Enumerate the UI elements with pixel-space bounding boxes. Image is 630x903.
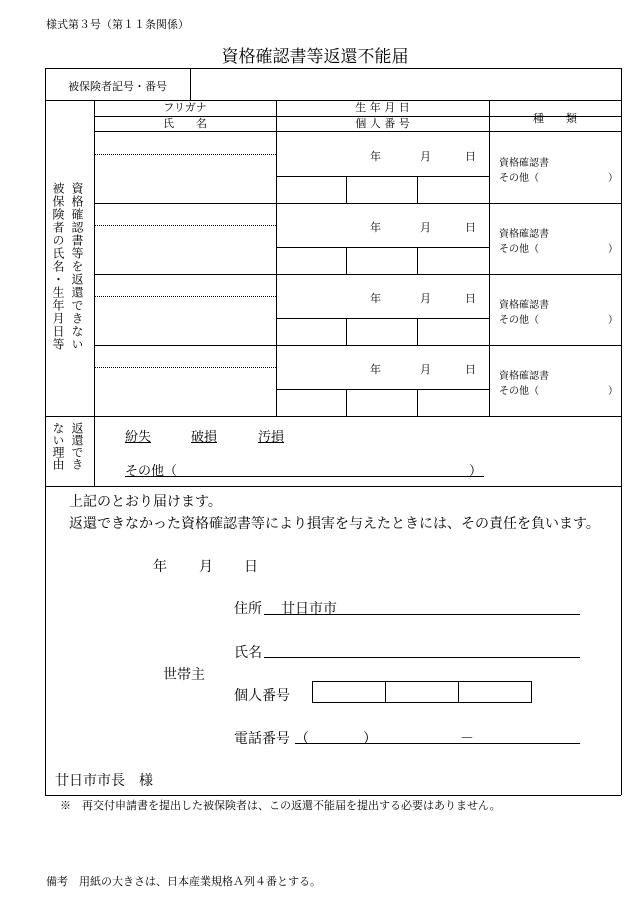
- reason-label-col1: 返還でき: [70, 422, 84, 470]
- date-month-label: 月: [199, 559, 213, 575]
- hh-personal-number-box-1[interactable]: [313, 682, 386, 702]
- birth-day-label: 日: [465, 221, 476, 234]
- phone-close-paren: ）: [363, 731, 377, 747]
- name-label: 氏名: [234, 645, 262, 661]
- hh-personal-number-box-2[interactable]: [386, 682, 459, 702]
- birth-month-label: 月: [420, 150, 431, 163]
- date-day-label: 日: [244, 559, 258, 575]
- address-underline: [264, 614, 580, 615]
- address-value[interactable]: 廿日市市: [281, 601, 337, 617]
- name-input[interactable]: [95, 297, 275, 344]
- form-number: 様式第３号（第１１条関係）: [46, 18, 189, 31]
- type-option-other[interactable]: その他（: [499, 386, 539, 397]
- personal-number-box-1[interactable]: [277, 319, 346, 345]
- reason-damage-option[interactable]: 破損: [191, 430, 218, 445]
- date-year-label: 年: [153, 559, 167, 575]
- address-label: 住所: [234, 601, 262, 617]
- type-option-certificate[interactable]: 資格確認書: [499, 371, 549, 382]
- type-option-certificate[interactable]: 資格確認書: [499, 229, 549, 240]
- phone-label: 電話番号: [234, 731, 290, 747]
- addressee: 廿日市市長 様: [55, 773, 153, 789]
- type-other-close: ）: [608, 315, 618, 326]
- type-other-close: ）: [608, 386, 618, 397]
- type-other-close: ）: [608, 173, 618, 184]
- personal-number-box-3[interactable]: [418, 319, 488, 345]
- birth-month-label: 月: [420, 221, 431, 234]
- side-label-inner: 資格確認書等を返還できない: [70, 182, 84, 351]
- footnote: ※ 再交付申請書を提出した被保険者は、この返還不能届を提出する必要はありません。: [60, 799, 501, 812]
- furigana-input[interactable]: [95, 346, 275, 367]
- name-input[interactable]: [95, 368, 275, 415]
- name-header: 氏 名: [163, 117, 207, 130]
- type-header: 種 類: [533, 112, 577, 125]
- remark: 備考 用紙の大きさは、日本産業規格Ａ列４番とする。: [46, 875, 321, 888]
- personal-number-box-2[interactable]: [347, 390, 417, 416]
- furigana-input[interactable]: [95, 275, 275, 296]
- phone-open-paren: （: [295, 731, 309, 747]
- householder-name-input[interactable]: [266, 638, 578, 657]
- insured-symbol-label: 被保険者記号・番号: [68, 80, 167, 93]
- type-option-certificate[interactable]: 資格確認書: [499, 158, 549, 169]
- birth-month-label: 月: [420, 292, 431, 305]
- declaration-line2: 返還できなかった資格確認書等により損害を与えたときには、その責任を負います。: [69, 516, 600, 532]
- type-option-other[interactable]: その他（: [499, 315, 539, 326]
- type-option-certificate[interactable]: 資格確認書: [499, 300, 549, 311]
- phone-dash: －: [460, 731, 474, 747]
- birthdate-header: 生 年 月 日: [355, 101, 410, 114]
- personal-number-box-1[interactable]: [277, 177, 346, 203]
- type-option-other[interactable]: その他（: [499, 244, 539, 255]
- personal-number-box-3[interactable]: [418, 390, 488, 416]
- birth-year-label: 年: [370, 221, 381, 234]
- furigana-input[interactable]: [95, 204, 275, 225]
- hh-personal-number-box-3[interactable]: [459, 682, 531, 702]
- reason-loss-option[interactable]: 紛失: [125, 430, 152, 445]
- householder-label: 世帯主: [163, 667, 205, 683]
- insured-symbol-field[interactable]: [191, 69, 620, 100]
- side-label-outer: 被保険者の氏名・生年月日等: [51, 182, 65, 351]
- personal-number-box-2[interactable]: [347, 319, 417, 345]
- personal-number-header: 個 人 番 号: [355, 117, 410, 130]
- personal-number-box-2[interactable]: [347, 248, 417, 274]
- householder-personal-number: [312, 681, 532, 703]
- furigana-input[interactable]: [95, 132, 275, 154]
- personal-number-box-3[interactable]: [418, 248, 488, 274]
- name-input[interactable]: [95, 155, 275, 202]
- personal-number-box-2[interactable]: [347, 177, 417, 203]
- phone-underline: [295, 743, 580, 744]
- birth-year-label: 年: [370, 363, 381, 376]
- reason-other-underline: [125, 476, 484, 477]
- type-option-other[interactable]: その他（: [499, 173, 539, 184]
- personal-number-box-3[interactable]: [418, 177, 488, 203]
- birth-month-label: 月: [420, 363, 431, 376]
- personal-number-box-1[interactable]: [277, 248, 346, 274]
- reason-label-col2: ない理由: [51, 422, 65, 470]
- birth-year-label: 年: [370, 150, 381, 163]
- phone-input[interactable]: [310, 726, 578, 743]
- furigana-header: フリガナ: [163, 101, 207, 114]
- reason-other-close: ）: [469, 464, 483, 479]
- reason-other-option[interactable]: その他（: [125, 464, 178, 479]
- birth-day-label: 日: [465, 363, 476, 376]
- name-input[interactable]: [95, 226, 275, 273]
- page-title: 資格確認書等返還不能届: [221, 47, 409, 67]
- reason-stain-option[interactable]: 汚損: [258, 430, 285, 445]
- personal-number-label: 個人番号: [234, 688, 290, 704]
- type-other-close: ）: [608, 244, 618, 255]
- birth-year-label: 年: [370, 292, 381, 305]
- name-underline: [264, 657, 580, 658]
- personal-number-box-1[interactable]: [277, 390, 346, 416]
- reason-other-input[interactable]: [180, 458, 466, 476]
- declaration-line1: 上記のとおり届けます。: [69, 494, 222, 510]
- birth-day-label: 日: [465, 150, 476, 163]
- birth-day-label: 日: [465, 292, 476, 305]
